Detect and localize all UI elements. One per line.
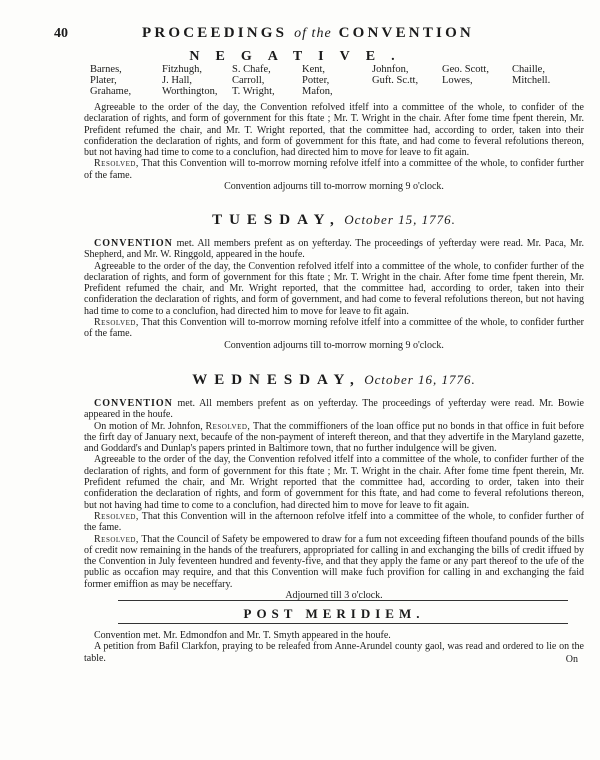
- member-name: Kent,: [302, 64, 326, 75]
- post-meridiem-heading: POST MERIDIEM.: [243, 606, 425, 621]
- convention-label: CONVENTION: [94, 238, 173, 249]
- paragraph: [84, 317, 584, 340]
- paragraph-text: That the Council of Safety be empowered to draw for a fum not exceeding fifteen thoufand pounds of the bills of credit now remaining in the hands of the treafurers, appropriated for calling in and exchanging the bills of credit iffued by the Convention in July feventeen hundred and feventy-five, and that they apply the fame or any part thereof to the ufe of the public as occafion may require, and that this Convention will make fuch provifion for calling in and exchanging the faid former emiffion as may be neceffary.: [84, 533, 584, 590]
- paragraph-text: On motion of Mr. Johnfon,: [94, 420, 206, 432]
- member-name: Mitchell.: [512, 75, 551, 86]
- negative-heading: NEGATIVE.: [189, 49, 411, 64]
- member-name: Fitzhugh,: [162, 64, 202, 75]
- member-name: Johnfon,: [372, 64, 409, 75]
- member-name: Geo. Scott,: [442, 64, 489, 75]
- running-title: [142, 25, 474, 42]
- day-name: WEDNESDAY,: [192, 372, 361, 388]
- post-meridiem-text: [84, 630, 584, 664]
- paragraph: [84, 421, 584, 455]
- paragraph-text: That the commiffioners of the loan office put no bonds in that office in fuit before the firft day of January next, becaufe of the non-payment of intereft thereon, and that they advertife in the Maryland gazette, and Goddard's and Dunlap's papers printed in Baltimore town, that no further indulgence will be given.: [84, 420, 584, 455]
- member-name: Grahame,: [90, 86, 132, 97]
- names-column-2: [162, 64, 217, 97]
- adjournment: Convention adjourns till to-morrow morning 9 o'clock.: [224, 181, 444, 193]
- running-title-b: CONVENTION: [338, 25, 474, 41]
- paragraph-text: met. All members prefent as on yefterday. The proceedings of yefterday were read. Mr. Bowie appeared in the houfe.: [84, 398, 584, 421]
- member-name: Worthington,: [162, 86, 218, 97]
- paragraph: Agreeable to the order of the day, the Convention refolved itfelf into a committee of the whole, to confider of the declaration of rights, and form of government for this ftate ; Mr. T. Wright in the chair. After fome time fpent therein, Mr. Prefident refumed the chair, and Mr. T. Wright reported, that the committee had, according to order, taken into their confideration the declaration of rights, and form of government for this ftate, and had come to feveral refolutions thereon, but not having had time to come to a conclufion, had directed him to move for leave to fit again.: [84, 102, 584, 159]
- paragraph: Convention met. Mr. Edmondfon and Mr. T. Smyth appeared in the houfe.: [94, 630, 391, 641]
- wednesday-text: [84, 398, 584, 601]
- paragraph-text: That this Convention will in the afternoon refolve itfelf into a committee of the whole, to confider further of the fame.: [84, 510, 584, 534]
- paragraph-text: met. All members prefent as on yefterday. The proceedings of yefterday were read. Mr. Paca, Mr. Shepherd, and Mr. W. Ringgold, appeared in the houfe.: [84, 238, 584, 261]
- member-name: Lowes,: [442, 75, 473, 86]
- block-1-text: [84, 102, 584, 192]
- resolved-label: Resolved,: [94, 510, 139, 522]
- paragraph: Agreeable to the order of the day, the Convention refolved itfelf into a committee of the whole, to confider further of the declaration of rights, and form of government for this ftate ; Mr. T. Wright in the chair. After fome time fpent therein, Mr. Prefident refumed the chair, and Mr. Wright reported that the committee had, according to order, taken into their confideration the declaration of rights, and form of government for this ftate, and had come to feveral refolutions thereon, but not having had time to come to a conclufion, had directed him to move for leave to fit again.: [84, 454, 584, 511]
- member-name: Plater,: [90, 75, 117, 86]
- adjournment: Convention adjourns till to-morrow morning 9 o'clock.: [224, 339, 444, 351]
- resolved-label: Resolved,: [94, 317, 139, 329]
- paragraph-text: That this Convention will to-morrow morning refolve itfelf into a committee of the whole, to confider further of the fame.: [84, 317, 584, 340]
- running-header: [54, 26, 600, 42]
- paragraph: [84, 534, 584, 590]
- resolved-label: Resolved,: [205, 420, 251, 432]
- convention-label: CONVENTION: [94, 398, 173, 409]
- paragraph: [84, 398, 584, 421]
- date: October 16, 1776.: [364, 372, 476, 387]
- names-column-1: [90, 64, 131, 97]
- member-name: Guft. Sc.tt,: [372, 75, 419, 86]
- adjournment: Adjourned till 3 o'clock.: [285, 590, 383, 602]
- member-name: S. Chafe,: [232, 64, 271, 75]
- member-name: J. Hall,: [162, 75, 193, 86]
- member-name: Potter,: [302, 75, 330, 86]
- divider-rule: [118, 623, 568, 624]
- day-name: TUESDAY,: [212, 212, 341, 228]
- paragraph: A petition from Bafil Clarkfon, praying to be releafed from Anne-Arundel county gaol, was read and ordered to lie on the table.: [84, 641, 584, 664]
- names-column-3: [232, 64, 275, 97]
- names-column-7: [512, 64, 550, 86]
- member-name: T. Wright,: [232, 86, 275, 97]
- names-column-4: [302, 64, 333, 97]
- page-number: 40: [54, 26, 68, 41]
- member-name: Carroll,: [232, 75, 265, 86]
- names-column-6: [442, 64, 489, 86]
- tuesday-text: [84, 238, 584, 351]
- resolved-label: Resolved,: [94, 158, 139, 170]
- paragraph: [84, 158, 584, 181]
- member-name: Barnes,: [90, 64, 122, 75]
- resolved-label: Resolved,: [94, 533, 139, 545]
- member-name: Mafon,: [302, 86, 333, 97]
- running-title-of: of the: [294, 26, 332, 41]
- date: October 15, 1776.: [344, 212, 456, 227]
- names-column-5: [372, 64, 418, 86]
- catchword: On: [565, 654, 578, 665]
- paragraph: [84, 511, 584, 534]
- paragraph: Agreeable to the order of the day, the Convention refolved itfelf into a committee of the whole, to confider further of the declaration of rights, and form of government for this ftate ; Mr. T. Wright in the chair. After fome time fpent therein, Mr. Prefident refumed the chair, and Mr. Wright reported, that the committee had, according to order, taken into their confideration the declaration of rights, and form of government, and had come to feveral refolutions thereon, but not having had time to come to a conclufion, had directed him to move for leave to fit again.: [84, 260, 584, 317]
- paragraph-text: That this Convention will to-morrow morning refolve itfelf into a committee of the whole, to confider further of the fame.: [84, 158, 584, 181]
- tuesday-heading: [84, 212, 584, 229]
- divider-rule: [118, 600, 568, 601]
- running-title-a: PROCEEDINGS: [142, 25, 288, 41]
- paragraph: [84, 238, 584, 261]
- wednesday-heading: [84, 372, 584, 389]
- member-name: Chaille,: [512, 64, 545, 75]
